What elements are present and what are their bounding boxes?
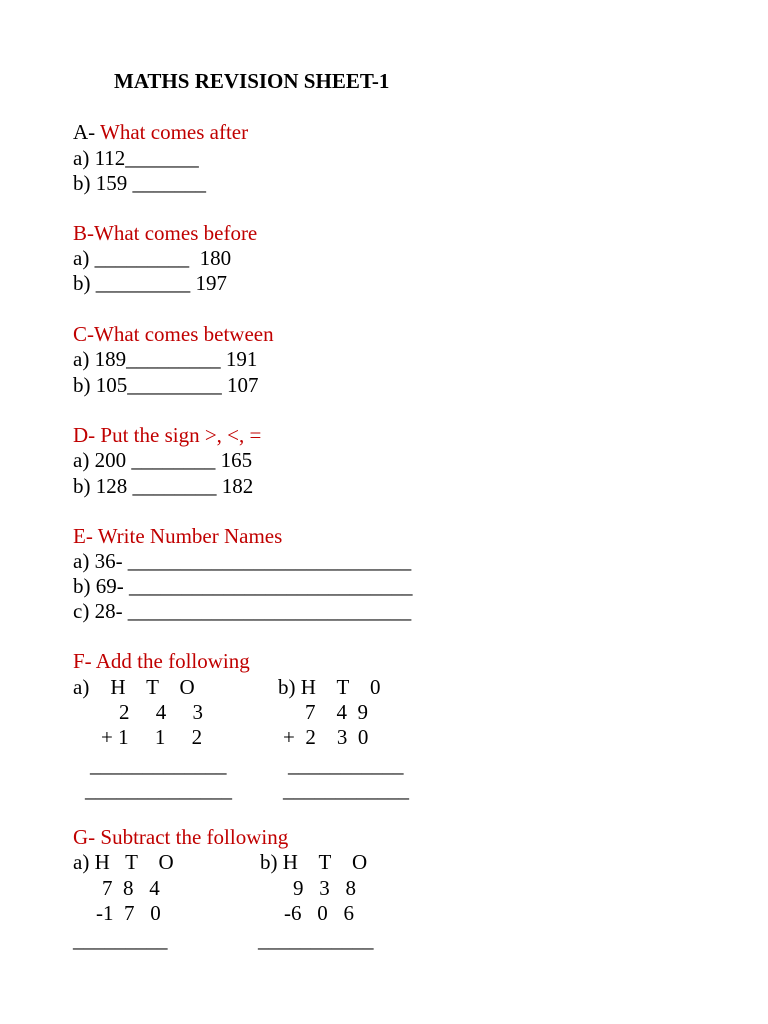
section-f-b-answer-line-2: ____________ [283,778,409,802]
section-f-a-addend-1: 2 4 3 [119,700,203,724]
section-g-a-place-values: a) H T O [73,850,174,874]
section-f-a-answer-line-2: ______________ [85,778,232,802]
section-f-a-addend-2: + 1 1 2 [101,725,203,749]
section-f-a-place-values: a) H T O [73,675,195,699]
section-a-prefix: A- [73,120,101,144]
section-e-item-c: c) 28- ___________________________ [73,599,412,623]
section-c-item-a: a) 189_________ 191 [73,347,258,371]
section-d-item-b: b) 128 ________ 182 [73,474,254,498]
section-f-b-addend-2: + 2 3 0 [283,725,369,749]
page-title: MATHS REVISION SHEET-1 [114,69,390,93]
section-g-b-minuend: 9 3 8 [293,876,356,900]
section-d-item-a: a) 200 ________ 165 [73,448,253,472]
section-c-heading: C-What comes between [73,322,274,346]
section-b-item-b: b) _________ 197 [73,271,227,295]
section-f-a-answer-line-1: _____________ [90,753,227,777]
section-e-heading: E- Write Number Names [73,524,283,548]
section-f-b-place-values: b) H T 0 [278,675,381,699]
section-g-heading: G- Subtract the following [73,825,289,849]
section-a-title: What comes after [100,120,249,144]
section-g-a-answer-line: _________ [73,928,168,952]
section-b-heading: B-What comes before [73,221,258,245]
section-g-a-subtrahend: -1 7 0 [96,901,161,925]
section-f-b-addend-1: 7 4 9 [305,700,368,724]
section-f-b-answer-line-1: ___________ [288,753,404,777]
section-a-item-a: a) 112_______ [73,146,199,170]
section-c-item-b: b) 105_________ 107 [73,373,259,397]
section-e-item-b: b) 69- ___________________________ [73,574,413,598]
section-g-b-place-values: b) H T O [260,850,368,874]
section-a-item-b: b) 159 _______ [73,171,206,195]
section-e-item-a: a) 36- ___________________________ [73,549,412,573]
section-g-b-answer-line: ___________ [258,928,374,952]
section-f-heading: F- Add the following [73,649,250,673]
section-g-a-minuend: 7 8 4 [102,876,160,900]
section-a-heading [73,122,248,143]
section-d-heading: D- Put the sign >, <, = [73,423,262,447]
section-b-item-a: a) _________ 180 [73,246,232,270]
section-g-b-subtrahend: -6 0 6 [284,901,354,925]
